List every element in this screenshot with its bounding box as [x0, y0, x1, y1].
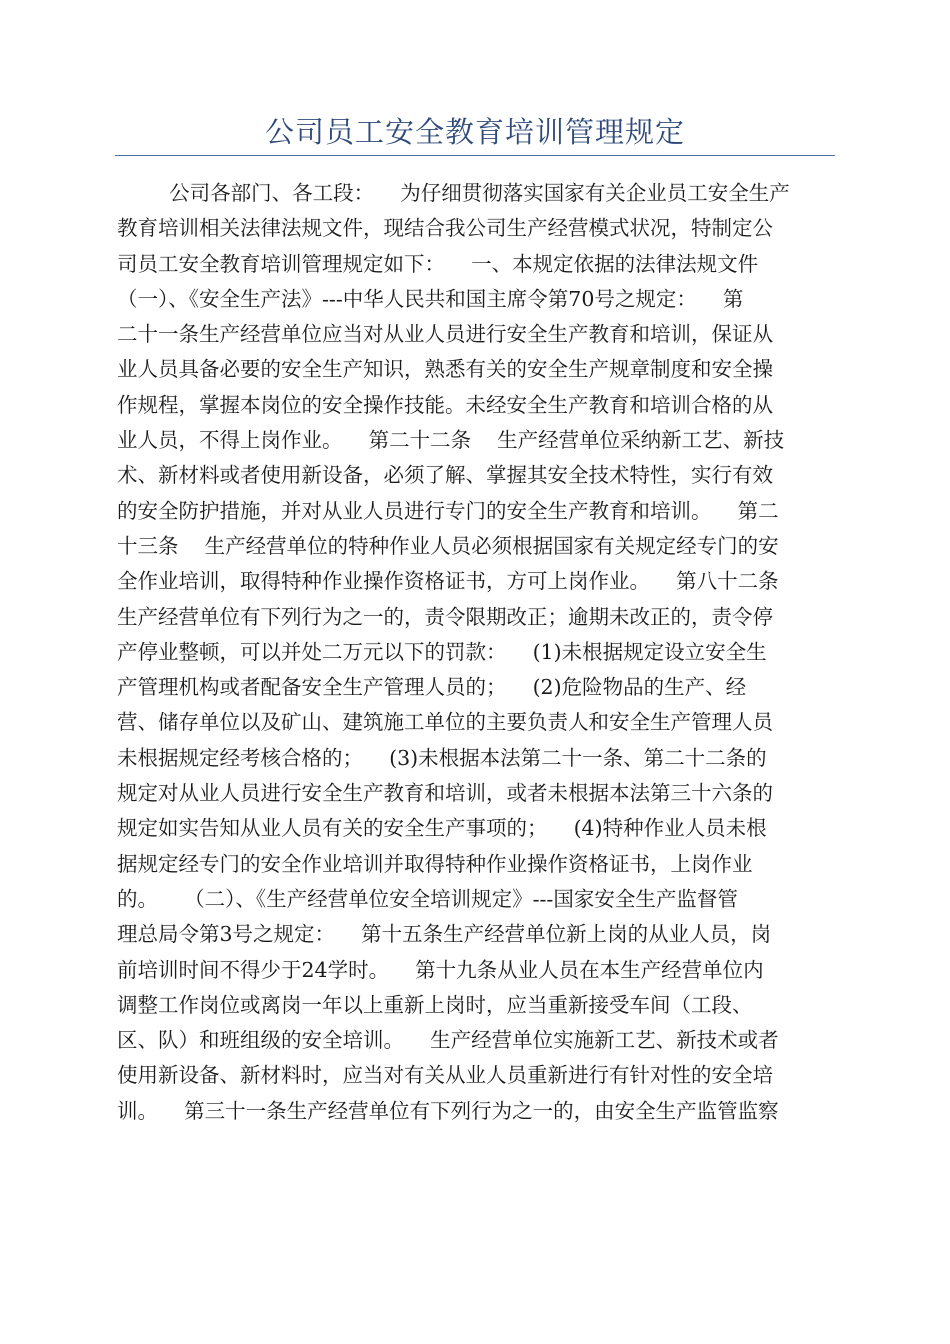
- body-line: 司员工安全教育培训管理规定如下： 一、本规定依据的法律法规文件: [117, 251, 759, 276]
- body-line: 调整工作岗位或离岗一年以上重新上岗时，应当重新接受车间（工段、: [117, 992, 753, 1017]
- body-line: 规定对从业人员进行安全生产教育和培训，或者未根据本法第三十六条的: [117, 781, 773, 806]
- body-line: 二十一条生产经营单位应当对从业人员进行安全生产教育和培训，保证从: [117, 322, 773, 347]
- body-line: 产管理机构或者配备安全生产管理人员的； (2)危险物品的生产、经: [117, 675, 747, 700]
- body-line: 未根据规定经考核合格的； (3)未根据本法第二十一条、第二十二条的: [117, 745, 767, 770]
- body-line: 全作业培训，取得特种作业操作资格证书，方可上岗作业。 第八十二条: [117, 569, 779, 594]
- body-line: 生产经营单位有下列行为之一的，责令限期改正；逾期未改正的，责令停: [117, 604, 773, 629]
- page-title: 公司员工安全教育培训管理规定: [264, 115, 685, 149]
- body-line: 前培训时间不得少于24学时。 第十九条从业人员在本生产经营单位内: [117, 957, 764, 982]
- body-line: 区、队）和班组级的安全培训。 生产经营单位实施新工艺、新技术或者: [117, 1028, 779, 1053]
- body-line: 术、新材料或者使用新设备，必须了解、掌握其安全技术特性，实行有效: [117, 463, 773, 488]
- body-line: 产停业整顿，可以并处二万元以下的罚款： (1)未根据规定设立安全生: [117, 639, 767, 664]
- body-line: 理总局令第3号之规定： 第十五条生产经营单位新上岗的从业人员，岗: [117, 922, 772, 947]
- body-line: 训。 第三十一条生产经营单位有下列行为之一的，由安全生产监管监察: [117, 1098, 779, 1123]
- body-line: 规定如实告知从业人员有关的安全生产事项的； (4)特种作业人员未根: [117, 816, 767, 841]
- title-underline: [115, 155, 835, 156]
- body-line: 使用新设备、新材料时，应当对有关从业人员重新进行有针对性的安全培: [117, 1063, 773, 1088]
- body-line: 业人员，不得上岗作业。 第二十二条 生产经营单位采纳新工艺、新技: [117, 428, 785, 453]
- body-line: 作规程，掌握本岗位的安全操作技能。未经安全生产教育和培训合格的从: [117, 392, 773, 417]
- body-line: 的安全防护措施，并对从业人员进行专门的安全生产教育和培训。 第二: [117, 498, 779, 523]
- body-line: 十三条 生产经营单位的特种作业人员必须根据国家有关规定经专门的安: [117, 533, 779, 558]
- body-line: 营、储存单位以及矿山、建筑施工单位的主要负责人和安全生产管理人员: [117, 710, 773, 735]
- body-line: 公司各部门、各工段： 为仔细贯彻落实国家有关企业员工安全生产: [117, 181, 790, 205]
- body-line: （一）、《安全生产法》---中华人民共和国主席令第70号之规定： 第: [117, 286, 744, 311]
- document-body: [117, 176, 833, 1129]
- body-line: 教育培训相关法律法规文件，现结合我公司生产经营模式状况，特制定公: [117, 216, 773, 241]
- body-line: 业人员具备必要的安全生产知识，熟悉有关的安全生产规章制度和安全操: [117, 357, 773, 382]
- body-line: 据规定经专门的安全作业培训并取得特种作业操作资格证书，上岗作业: [117, 851, 753, 876]
- body-line: 的。 （二）、《生产经营单位安全培训规定》---国家安全生产监督管: [117, 886, 738, 911]
